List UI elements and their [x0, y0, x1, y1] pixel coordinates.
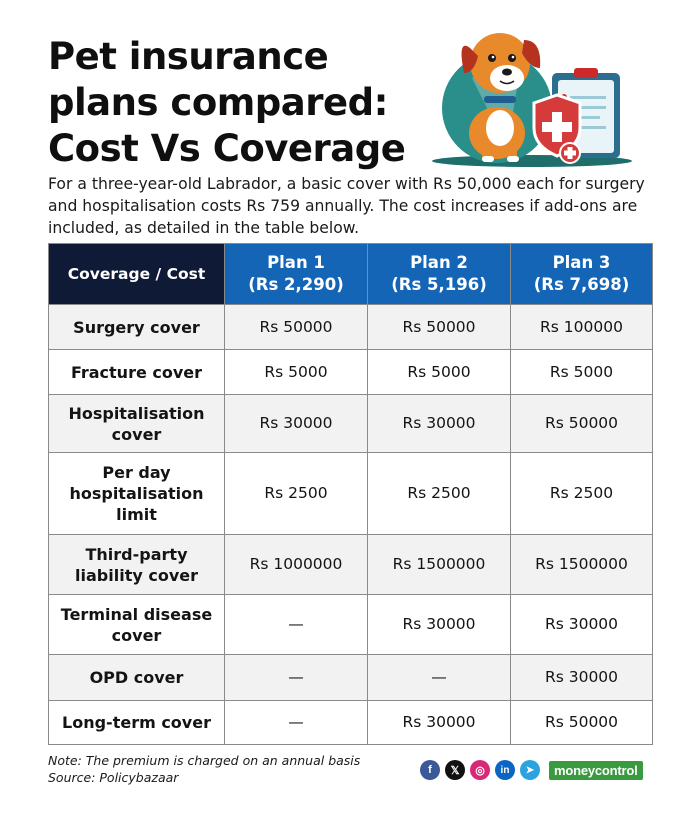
medical-badge-icon — [560, 143, 580, 163]
table-cell: Rs 30000 — [368, 395, 511, 453]
table-cell: Rs 30000 — [368, 595, 511, 655]
x-icon[interactable]: 𝕏 — [445, 760, 465, 780]
facebook-icon[interactable]: f — [420, 760, 440, 780]
table-header-row — [49, 244, 653, 305]
row-label: Surgery cover — [49, 305, 225, 350]
table-cell: Rs 5000 — [225, 350, 368, 395]
table-row — [49, 395, 653, 453]
row-label: Per day hospitalisation limit — [49, 453, 225, 535]
table-cell: Rs 5000 — [368, 350, 511, 395]
social-bar — [420, 760, 643, 780]
page-title — [48, 34, 428, 172]
table-cell: Rs 100000 — [511, 305, 653, 350]
table-cell: Rs 30000 — [368, 701, 511, 745]
table-row — [49, 595, 653, 655]
table-row — [49, 535, 653, 595]
table-cell: Rs 30000 — [511, 595, 653, 655]
comparison-table — [48, 243, 653, 745]
table-cell: Rs 50000 — [225, 305, 368, 350]
plan-cost: (Rs 7,698) — [533, 275, 630, 294]
plan-cost: (Rs 5,196) — [391, 275, 487, 294]
row-label: Hospitalisation cover — [49, 395, 225, 453]
table-cell: — — [225, 595, 368, 655]
table-cell: Rs 1500000 — [368, 535, 511, 595]
table-cell: — — [225, 655, 368, 701]
table-cell: Rs 30000 — [225, 395, 368, 453]
table-cell: Rs 50000 — [368, 305, 511, 350]
table-cell: — — [225, 701, 368, 745]
table-row — [49, 453, 653, 535]
table-cell: Rs 5000 — [511, 350, 653, 395]
title-line-1: Pet insurance — [48, 35, 329, 78]
linkedin-icon[interactable]: in — [495, 760, 515, 780]
row-label: Third-party liability cover — [49, 535, 225, 595]
row-label: OPD cover — [49, 655, 225, 701]
table-cell: Rs 2500 — [225, 453, 368, 535]
table-row — [49, 701, 653, 745]
row-label: Fracture cover — [49, 350, 225, 395]
corner-header: Coverage / Cost — [49, 244, 225, 305]
row-label: Long-term cover — [49, 701, 225, 745]
telegram-icon[interactable]: ➤ — [520, 760, 540, 780]
plan-name: Plan 3 — [552, 253, 611, 272]
table-row — [49, 305, 653, 350]
table-cell: Rs 2500 — [511, 453, 653, 535]
table-row — [49, 655, 653, 701]
title-line-2: plans compared: — [48, 81, 388, 124]
table-cell: Rs 50000 — [511, 395, 653, 453]
table-cell: Rs 50000 — [511, 701, 653, 745]
plan-header — [511, 244, 653, 305]
plan-name: Plan 1 — [267, 253, 325, 272]
table-row — [49, 350, 653, 395]
intro-paragraph: For a three-year-old Labrador, a basic cover with Rs 50,000 each for surgery and hospitalisation costs Rs 759 annually. The cost increases if add-ons are included, as detailed in the table below. — [48, 175, 645, 237]
dog-insurance-illustration — [412, 18, 642, 168]
plan-header — [225, 244, 368, 305]
moneycontrol-logo[interactable]: moneycontrol — [549, 761, 643, 780]
table-cell: Rs 2500 — [368, 453, 511, 535]
source-note: Source: Policybazaar — [48, 770, 179, 785]
table-cell: Rs 1500000 — [511, 535, 653, 595]
plan-cost: (Rs 2,290) — [248, 275, 344, 294]
table-cell: Rs 1000000 — [225, 535, 368, 595]
plan-header — [368, 244, 511, 305]
instagram-icon[interactable]: ◎ — [470, 760, 490, 780]
row-label: Terminal disease cover — [49, 595, 225, 655]
plan-name: Plan 2 — [410, 253, 468, 272]
table-cell: — — [368, 655, 511, 701]
footnote — [48, 752, 360, 786]
premium-note: Note: The premium is charged on an annual basis — [48, 753, 361, 768]
table-cell: Rs 30000 — [511, 655, 653, 701]
title-line-3: Cost Vs Coverage — [48, 127, 406, 170]
